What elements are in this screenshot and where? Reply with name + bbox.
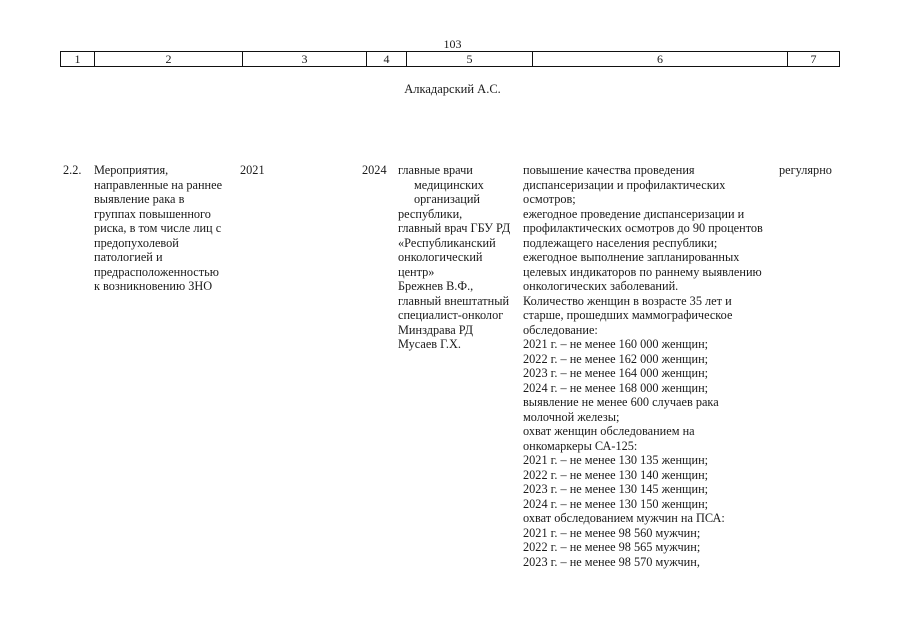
result-line: ежегодное проведение диспансеризации и [523, 206, 745, 221]
column-number-7: 7 [788, 52, 840, 67]
result-line: обследование: [523, 322, 598, 337]
result-line: 2022 г. – не менее 162 000 женщин; [523, 351, 709, 366]
result-line: выявление не менее 600 случаев рака [523, 395, 719, 409]
result-line: 2023 г. – не менее 98 570 мужчин, [523, 554, 700, 569]
result-line: подлежащего населения республики; [523, 235, 718, 250]
responsible-line: Брежнев В.Ф., [398, 279, 474, 293]
result-line: 2022 г. – не менее 130 140 женщин; [523, 467, 709, 482]
responsible-line: организаций [414, 192, 481, 206]
result-line: 2022 г. – не менее 98 565 мужчин; [523, 540, 701, 554]
responsible-line: Минздрава РД [398, 322, 474, 337]
result-line: охват обследованием мужчин на ПСА: [523, 511, 725, 525]
column-number-row [60, 51, 840, 67]
result-line: 2021 г. – не менее 160 000 женщин; [523, 337, 709, 351]
event-line: группах повышенного [94, 206, 211, 221]
event-line: предрасположенностью [94, 264, 219, 279]
result-line: ежегодное выполнение запланированных [523, 250, 740, 264]
frequency: регулярно [779, 163, 832, 177]
result-line: осмотров; [523, 192, 576, 206]
responsible-line: медицинских [414, 177, 484, 192]
row-number: 2.2. [63, 163, 82, 177]
event-line: к возникновению ЗНО [94, 279, 213, 293]
responsible-line: главный внештатный [398, 293, 510, 308]
responsible-line: онкологический [398, 250, 483, 264]
event-line: предопухолевой [94, 235, 179, 250]
event-line: выявление рака в [94, 192, 185, 206]
result-line: старше, прошедших маммографическое [523, 308, 733, 322]
column-number-6: 6 [533, 52, 788, 67]
event-line: патологией и [94, 250, 163, 264]
result-line: Количество женщин в возрасте 35 лет и [523, 293, 732, 308]
result-line: онкологических заболеваний. [523, 279, 679, 293]
event-line: направленные на раннее [94, 177, 223, 192]
event-description [94, 163, 222, 294]
result-line: онкомаркеры СА-125: [523, 438, 638, 453]
end-year: 2024 [362, 163, 387, 177]
start-year: 2021 [240, 163, 265, 177]
responsible-line: главные врачи [398, 163, 473, 177]
result-line: 2023 г. – не менее 130 145 женщин; [523, 482, 709, 496]
result-line: охват женщин обследованием на [523, 424, 695, 438]
responsible-line: центр» [398, 264, 435, 279]
result-line: 2023 г. – не менее 164 000 женщин; [523, 366, 709, 380]
event-line: Мероприятия, [94, 163, 169, 177]
column-number-4: 4 [367, 52, 407, 67]
result-line: целевых индикаторов по раннему выявлению [523, 264, 762, 279]
responsible-line: Мусаев Г.Х. [398, 337, 461, 351]
column-number-1: 1 [61, 52, 95, 67]
column-number-2: 2 [95, 52, 243, 67]
column-number-3: 3 [243, 52, 367, 67]
responsible-line: республики, [398, 206, 463, 221]
result-line: повышение качества проведения [523, 163, 695, 177]
expected-results [523, 163, 763, 569]
signature-line: Алкадарский А.С. [404, 82, 501, 96]
result-line: 2021 г. – не менее 98 560 мужчин; [523, 525, 701, 540]
result-line: диспансеризации и профилактических [523, 177, 726, 192]
event-line: риска, в том числе лиц с [94, 221, 222, 235]
responsible-line: главный врач ГБУ РД [398, 221, 511, 235]
responsible-line: «Республиканский [398, 235, 496, 250]
result-line: 2024 г. – не менее 130 150 женщин; [523, 496, 709, 511]
column-number-5: 5 [407, 52, 533, 67]
page-number: 103 [443, 37, 462, 51]
result-line: 2024 г. – не менее 168 000 женщин; [523, 380, 709, 395]
result-line: профилактических осмотров до 90 процентов [523, 221, 763, 235]
responsible-line: специалист-онколог [398, 308, 504, 322]
result-line: 2021 г. – не менее 130 135 женщин; [523, 453, 709, 467]
responsible-persons [398, 163, 510, 352]
result-line: молочной железы; [523, 409, 620, 424]
